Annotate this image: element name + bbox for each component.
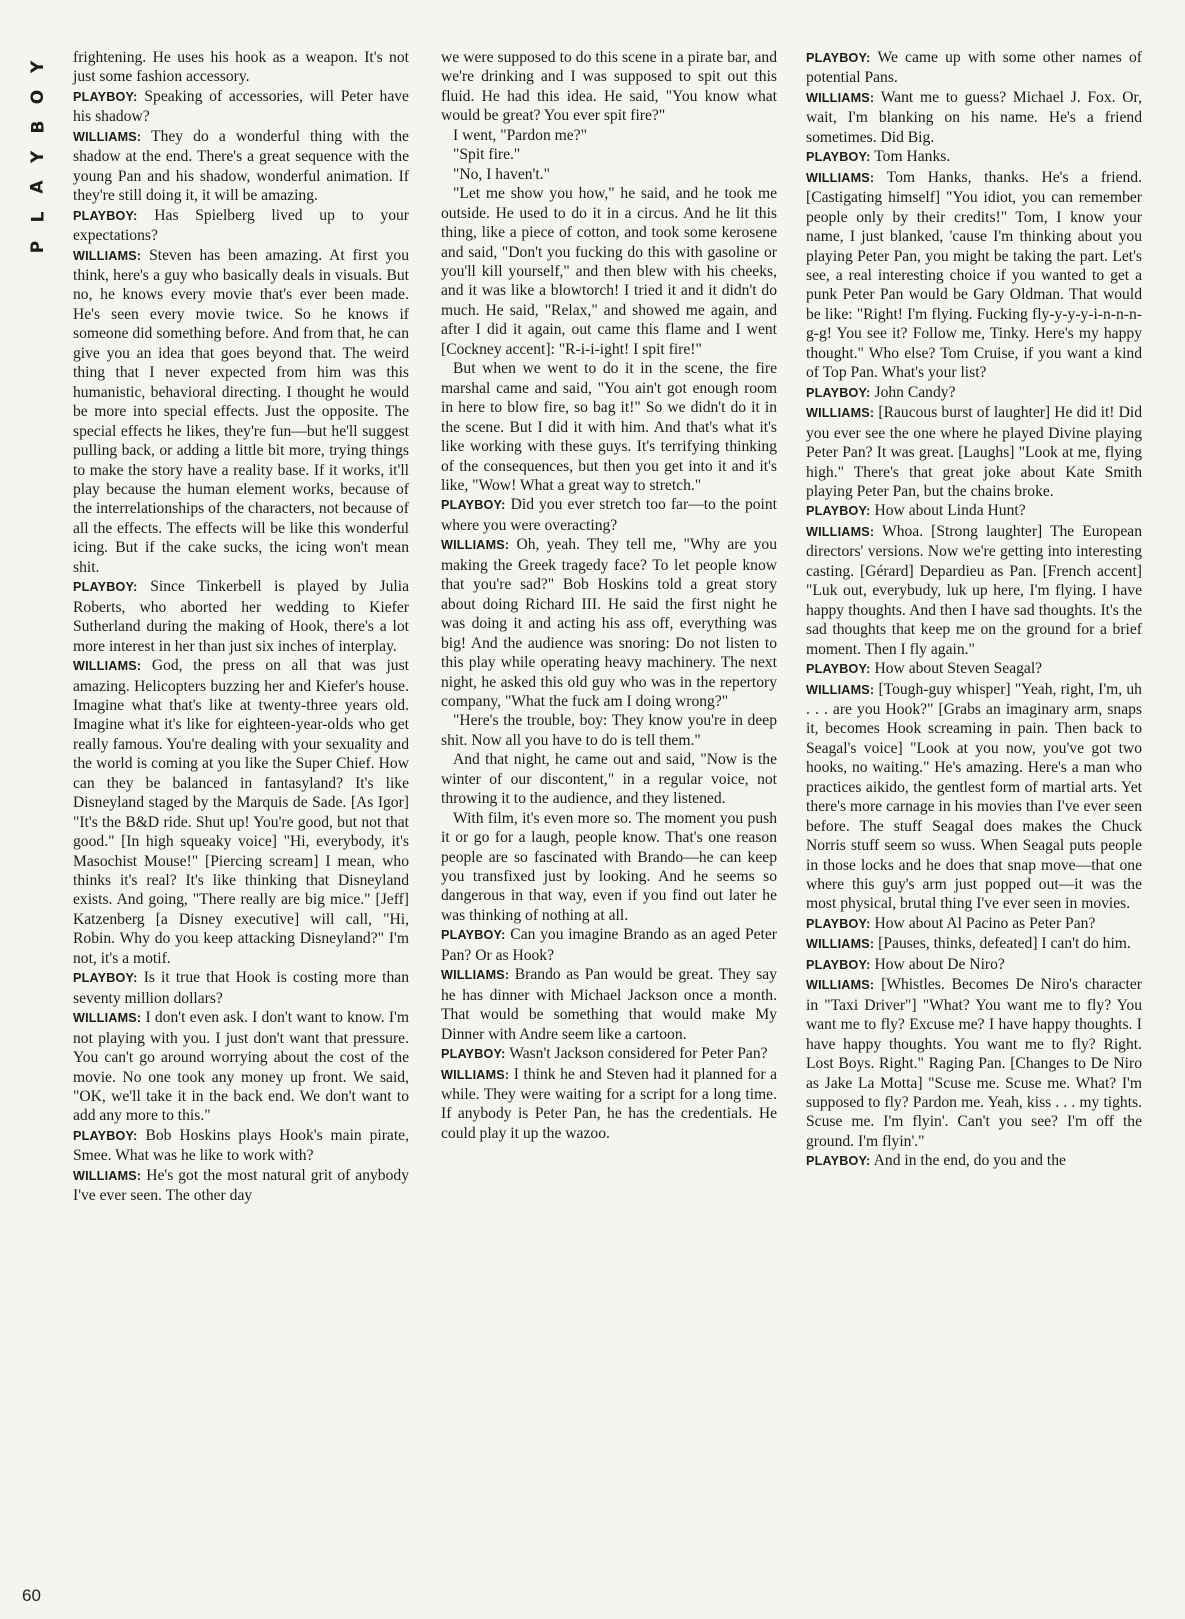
speaker-label: WILLIAMS: xyxy=(806,406,875,421)
speaker-label: PLAYBOY: xyxy=(73,580,138,595)
speaker-label: PLAYBOY: xyxy=(806,957,871,972)
paragraph-text: Speaking of accessories, will Peter have his shadow? xyxy=(73,87,409,126)
paragraph-text: God, the press on all that was just amazing. Helicopters buzzing her and Kiefer's house. Imagine what that's like at twenty-three years old. Imagine what it's like for eighteen-year-olds who get really famous. You're dealing with your sexuality and the world is coming at you like the Super Chief. How can they be balanced in fantasyland? It's like Disneyland staged by the Marquis de Sade. [As Igor] "It's the B&D ride. Shut up! You're good, but not that good." [In high squeaky voice] "Hi, everybody, it's Masochist Mouse!" [Piercing scream] I mean, who thinks it's real? It's like thinking that Disneyland exists. And going, "There really are big mice." [Jeff] Katzenberg [a Disney executive] will call, "Hi, Robin. Why do you keep attacking Disneyland?" I'm not, it's a motif. xyxy=(73,657,409,967)
paragraph-text: Since Tinkerbell is played by Julia Roberts, who aborted her wedding to Kiefer Sutherland during the making of Hook, there's a lot more interest in her than just six inches of interplay. xyxy=(73,578,409,655)
paragraph-text: Bob Hoskins plays Hook's main pirate, Smee. What was he like to work with? xyxy=(73,1126,409,1165)
speaker-label: PLAYBOY: xyxy=(806,1154,871,1169)
paragraph-text: Whoa. [Strong laughter] The European directors' versions. Now we're getting into interesting casting. [Gérard] Depardieu as Pan. [French accent] "Luk out, everybudy, luk up here, I'm flying. I have happy thoughts. And then I have sad thoughts. It's the sad thoughts that keep me on the ground for a brief moment. Then I fly again." xyxy=(806,522,1142,658)
speaker-label: WILLIAMS: xyxy=(806,682,875,697)
paragraph xyxy=(441,1065,777,1144)
paragraph-text: Can you imagine Brando as an aged Peter Pan? Or as Hook? xyxy=(441,926,777,964)
paragraph xyxy=(806,914,1142,934)
page-number: 60 xyxy=(22,1586,41,1605)
paragraph-text: I don't even ask. I don't want to know. I'm not playing with you. I just don't want that pressure. You can't go around worrying about the cost of the movie. No one took any money up front. We said, "OK, we'll take it in the back end. We don't want to add any more to this." xyxy=(73,1009,409,1125)
speaker-label: WILLIAMS: xyxy=(806,524,875,539)
paragraph-text: we were supposed to do this scene in a pirate bar, and we're drinking and I was supposed to spit out this fluid. He had this idea. He said, "You know what would be great? You ever spit fire?" xyxy=(441,49,777,125)
paragraph-text: How about Linda Hunt? xyxy=(874,502,1026,520)
paragraph xyxy=(73,656,409,968)
paragraph-text: Did you ever stretch too far—to the point where you were overacting? xyxy=(441,496,778,534)
paragraph-text: Oh, yeah. They tell me, "Why are you making the Greek tragedy face? To let people know that you're sad?" Bob Hoskins told a great story about doing Richard III. He said the first night he was doing it and acting his ass off, everything was big! And the audience was snoring: Do not listen to this play while operating heavy machinery. The next night, he asked this old guy who was in the repertory company, "What the fuck am I doing wrong?" xyxy=(441,536,777,710)
paragraph xyxy=(441,165,777,184)
sidebar-letter: B xyxy=(28,120,48,134)
paragraph-text: Wasn't Jackson considered for Peter Pan? xyxy=(509,1045,768,1063)
paragraph xyxy=(806,501,1142,521)
sidebar-letter: Y xyxy=(28,60,48,74)
speaker-label: PLAYBOY: xyxy=(806,150,871,165)
paragraph-text: They do a wonderful thing with the shadow at the end. There's a great sequence with the young Pan and his shadow, wonderful animation. If they're still doing it, it will be amazing. xyxy=(73,127,409,205)
sidebar-letter: O xyxy=(27,89,48,105)
paragraph-text: How about De Niro? xyxy=(874,955,1005,973)
speaker-label: WILLIAMS: xyxy=(806,90,875,105)
sidebar-letter: Y xyxy=(28,150,48,164)
paragraph-text: He's got the most natural grit of anybody I've ever seen. The other day xyxy=(73,1166,409,1205)
paragraph-text: I went, "Pardon me?" xyxy=(453,126,587,144)
paragraph xyxy=(806,522,1142,659)
paragraph xyxy=(441,1044,777,1064)
paragraph xyxy=(806,934,1142,954)
paragraph-text: With film, it's even more so. The moment you push it or go for a laugh, people know. That's one reason people are so fascinated with Brando—he can keep you transfixed just by looking. And he seems so dangerous in that way, even if you find out later he was thinking of nothing at all. xyxy=(441,809,777,924)
paragraph-text: "Let me show you how," he said, and he took me outside. He used to do it in a circus. And he lit this thing, like a piece of cotton, and took some kerosene and said, "Don't you fucking do this with gasoline or you'll kill yourself," and then blew with his cheeks, and it was like a blowtorch! I tried it and it didn't do much. He said, "Relax," and showed me again, and after I did it again, out came this flame and I went [Cockney accent]: "R-i-i-ight! I spit fire!" xyxy=(441,185,777,358)
speaker-label: WILLIAMS: xyxy=(806,937,875,952)
paragraph-text: Tom Hanks. xyxy=(874,148,951,166)
paragraph xyxy=(806,680,1142,914)
speaker-label: PLAYBOY: xyxy=(441,1047,506,1062)
text-column-2 xyxy=(441,48,777,1143)
speaker-label: PLAYBOY: xyxy=(73,208,138,223)
sidebar-letter: P xyxy=(28,240,48,254)
paragraph xyxy=(441,711,777,750)
speaker-label: WILLIAMS: xyxy=(441,968,510,983)
paragraph-text: Brando as Pan would be great. They say he has dinner with Michael Jackson once a month. That would be something that would make My Dinner with Andre seem like a cartoon. xyxy=(441,966,778,1043)
paragraph xyxy=(806,383,1142,403)
speaker-label: PLAYBOY: xyxy=(806,916,871,931)
paragraph-text: Steven has been amazing. At first you think, here's a guy who basically deals in visuals. But no, he knows every movie that's ever been made. He's seen every movie twice. So he knows if someone did something before. And from that, he can give you an idea that goes beyond that. The weird thing that I never expected from him was this humanistic, behavioral directing. I thought he would be more into special effects. Just the opposite. The special effects he likes, they're fun—but he'll suggest pulling back, or adding a little bit more, trying things to make the story have a reality base. If it works, it'll play because the human element works, because of the interrelationships of the characters, not because of all the effects. The effects will be like this wonderful icing. But if the cake sucks, the icing won't mean shit. xyxy=(73,246,409,576)
paragraph-text: I think he and Steven had it planned for a while. They were waiting for a script for a long time. If anybody is Peter Pan, he has the credentials. He could play it up the wazoo. xyxy=(441,1065,778,1142)
paragraph xyxy=(806,88,1142,147)
speaker-label: PLAYBOY: xyxy=(73,971,138,986)
text-column-3 xyxy=(806,48,1142,1172)
paragraph-text: [Tough-guy whisper] "Yeah, right, I'm, uh . . . are you Hook?" [Grabs an imaginary arm, snaps it, becomes Hook screaming in pain. Then back to Seagal's voice] "Look at you now, you've got two hooks, no waiting." He's amazing. Here's a man who practices aikido, the gentlest form of martial arts. Yet there's more carnage in his movies than I've ever seen before. The stuff Seagal does makes the Chuck Norris stuff seem so wuss. When Seagal puts people in those locks and he does that snap move—that one where this guy's arm just popped out—it was the most physical, brutal thing I've ever seen in movies. xyxy=(806,680,1142,913)
paragraph-text: How about Steven Seagal? xyxy=(874,660,1043,678)
paragraph xyxy=(441,145,777,164)
paragraph xyxy=(806,955,1142,975)
paragraph-text: [Whistles. Becomes De Niro's character in "Taxi Driver"] "What? You want me to fly? You want me to fly? Excuse me? I have happy thoughts. I have happy thoughts. You want me to fly? Right. Lost Boys. Right." Raging Pan. [Changes to De Niro as Jake La Motta] "Scuse me. Scuse me. What? I'm supposed to fly? Pardon me. Yeah, kiss . . . my tights. Scuse me. I'm flyin'. Can't you see? I'm off the ground. I'm flyin'." xyxy=(806,976,1142,1150)
paragraph xyxy=(73,577,409,656)
speaker-label: PLAYBOY: xyxy=(806,504,871,519)
paragraph xyxy=(73,1008,409,1126)
speaker-label: WILLIAMS: xyxy=(806,170,875,185)
magazine-sidebar xyxy=(26,52,50,262)
paragraph xyxy=(441,359,777,495)
speaker-label: PLAYBOY: xyxy=(806,51,871,65)
paragraph xyxy=(441,495,777,535)
paragraph-text: But when we went to do it in the scene, the fire marshal came and said, "You ain't got enough room in here to blow fire, so bag it!" So we didn't do it in the scene. But I did it with him. And that's what it's like working with these guys. It's terrifying thinking of the consequences, but then you get into it and it's like, "Wow! What a great way to stretch." xyxy=(441,360,777,494)
text-column-1 xyxy=(73,48,409,1206)
speaker-label: PLAYBOY: xyxy=(806,385,871,400)
paragraph xyxy=(73,1126,409,1166)
paragraph-text: [Pauses, thinks, defeated] I can't do him. xyxy=(878,935,1131,953)
paragraph xyxy=(806,975,1142,1151)
paragraph xyxy=(73,1166,409,1206)
paragraph xyxy=(441,750,777,808)
speaker-label: WILLIAMS: xyxy=(441,1067,510,1082)
paragraph-text: And that night, he came out and said, "Now is the winter of our discontent," in a regular voice, not throwing it to the audience, and they listened. xyxy=(441,751,777,808)
paragraph-text: How about Al Pacino as Peter Pan? xyxy=(874,914,1096,932)
paragraph-text: John Candy? xyxy=(874,383,956,401)
paragraph xyxy=(806,48,1142,88)
paragraph xyxy=(73,206,409,246)
speaker-label: PLAYBOY: xyxy=(73,89,138,104)
speaker-label: WILLIAMS: xyxy=(73,659,142,674)
paragraph-text: [Raucous burst of laughter] He did it! Did you ever see the one where he played Divine playing Peter Pan? It was great. [Laughs] "Look at me, flying high." There's that great joke about Kate Smith playing Peter Pan, but the chains broke. xyxy=(806,404,1142,500)
speaker-label: WILLIAMS: xyxy=(73,1168,142,1183)
speaker-label: WILLIAMS: xyxy=(441,538,510,553)
sidebar-letter: A xyxy=(27,180,48,194)
paragraph xyxy=(441,184,777,359)
paragraph-text: "Spit fire." xyxy=(453,146,521,164)
speaker-label: WILLIAMS: xyxy=(73,129,142,144)
paragraph xyxy=(806,168,1142,383)
speaker-label: WILLIAMS: xyxy=(73,248,142,263)
paragraph-text: We came up with some other names of potential Pans. xyxy=(806,49,1142,87)
paragraph-text: frightening. He uses his hook as a weapon. It's not just some fashion accessory. xyxy=(73,49,409,86)
paragraph xyxy=(73,87,409,127)
paragraph-text: Want me to guess? Michael J. Fox. Or, wait, I'm blanking on his name. He's a friend sometimes. Did Big. xyxy=(806,88,1142,146)
paragraph xyxy=(73,48,409,87)
speaker-label: WILLIAMS: xyxy=(73,1011,142,1026)
paragraph xyxy=(441,965,777,1044)
speaker-label: PLAYBOY: xyxy=(73,1128,138,1143)
paragraph xyxy=(806,147,1142,167)
paragraph-text: "No, I haven't." xyxy=(453,165,550,183)
speaker-label: PLAYBOY: xyxy=(441,498,506,513)
sidebar-letter: L xyxy=(28,211,48,223)
paragraph xyxy=(441,809,777,926)
paragraph xyxy=(441,535,777,711)
paragraph-text: Has Spielberg lived up to your expectations? xyxy=(73,206,409,245)
paragraph-text: "Here's the trouble, boy: They know you're in deep shit. Now all you have to do is tell them." xyxy=(441,712,777,749)
paragraph xyxy=(73,968,409,1008)
speaker-label: PLAYBOY: xyxy=(441,928,506,943)
speaker-label: PLAYBOY: xyxy=(806,662,871,677)
paragraph xyxy=(441,48,777,126)
paragraph xyxy=(441,126,777,145)
paragraph xyxy=(73,246,409,578)
paragraph xyxy=(806,659,1142,679)
paragraph xyxy=(806,403,1142,501)
paragraph-text: Tom Hanks, thanks. He's a friend. [Castigating himself] "You idiot, you can remember people only by their credits!" Tom, I know your name, I just blanked, 'cause I'm thinking about you playing Peter Pan, you might be taking the part. Let's see, a real interesting choice if you wanted to get a punk Peter Pan would be Gary Oldman. That would be like: "Right! I'm flying. Fucking fly-y-y-y-i-n-n-n-g-g! You see it? Follow me, Tinky. Here's my happy thought." Who else? Tom Cruise, if you want a kind of Top Pan. What's your list? xyxy=(806,168,1142,382)
paragraph xyxy=(806,1151,1142,1171)
paragraph-text: And in the end, do you and the xyxy=(873,1152,1066,1170)
paragraph xyxy=(441,925,777,965)
paragraph-text: Is it true that Hook is costing more than seventy million dollars? xyxy=(73,969,409,1007)
speaker-label: WILLIAMS: xyxy=(806,978,875,993)
paragraph xyxy=(73,127,409,206)
